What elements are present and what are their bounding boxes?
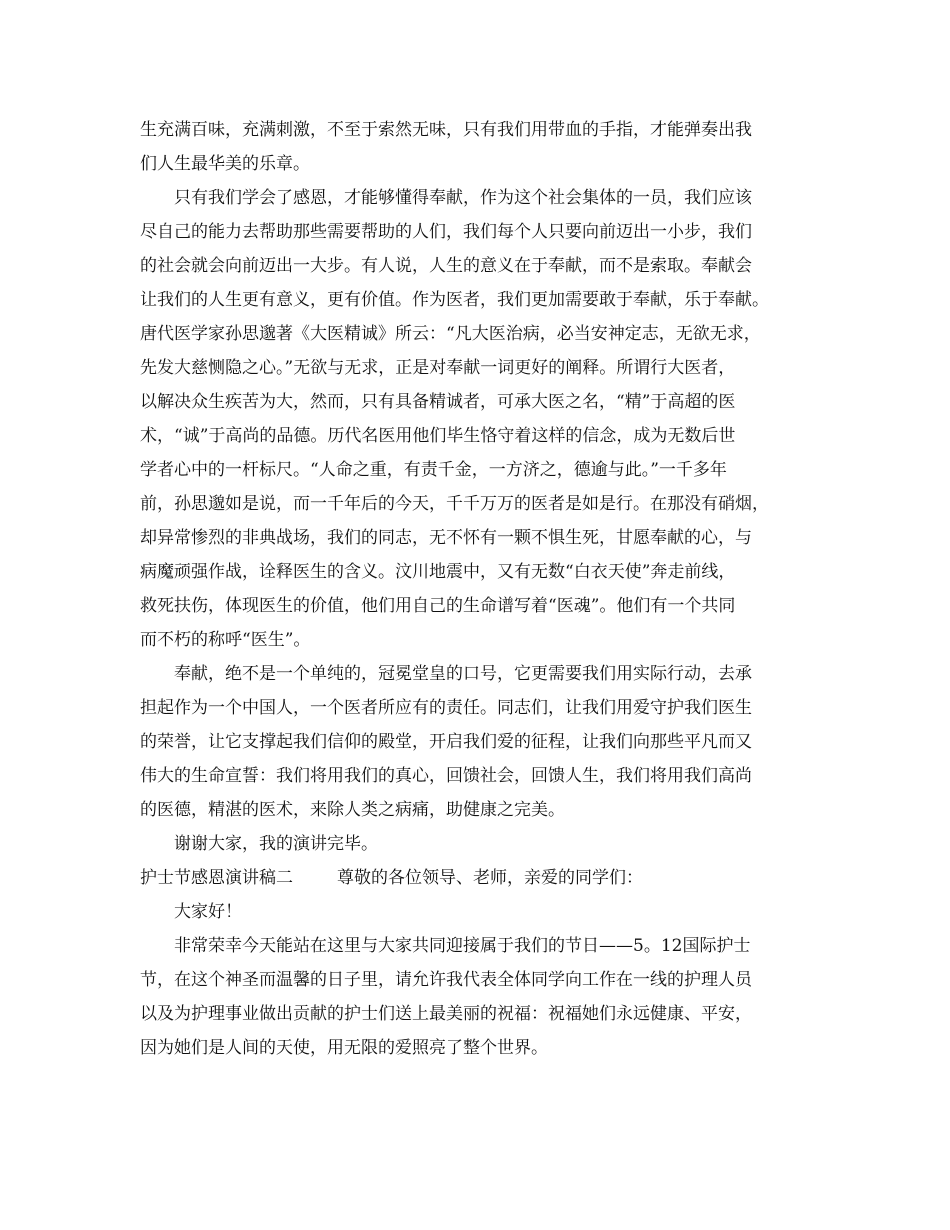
text-line [140,861,820,895]
text-line: 病魔顽强作战，诠释医生的含义。汶川地震中，又有无数“白衣天使”奔走前线， [140,562,736,582]
text-line: 生充满百味，充满刺激，不至于索然无味，只有我们用带血的手指，才能弹奏出我 [140,120,752,140]
text-line: 伟大的生命宣誓：我们将用我们的真心，回馈社会，回馈人生，我们将用我们高尚 [140,766,752,786]
text-line: 节，在这个神圣而温馨的日子里，请允许我代表全体同学向工作在一线的护理人员 [140,970,752,990]
text-line: 担起作为一个中国人，一个医者所应有的责任。同志们，让我们用爱守护我们医生 [140,698,752,718]
text-line: 谢谢大家，我的演讲完毕。 [174,834,378,854]
text-line: 的社会就会向前迈出一大步。有人说，人生的意义在于奉献，而不是索取。奉献会 [140,256,752,276]
text-line: 学者心中的一杆标尺。“人命之重，有责千金，一方济之，德逾与此。”一千多年 [140,460,727,480]
text-line: 奉献，绝不是一个单纯的，冠冕堂皇的口号，它更需要我们用实际行动，去承 [174,664,752,684]
text-line: 大家好！ [174,902,242,922]
text-line: 而不朽的称呼“医生”。 [140,630,311,650]
text-line: 让我们的人生更有意义，更有价值。作为医者，我们更加需要敢于奉献，乐于奉献。 [140,290,769,310]
text-line: 只有我们学会了感恩，才能够懂得奉献，作为这个社会集体的一员，我们应该 [174,188,752,208]
greeting-salutation: 尊敬的各位领导、老师，亲爱的同学们： [337,868,643,888]
section-title: 护士节感恩演讲稿二 [140,868,293,888]
text-line: 的荣誉，让它支撑起我们信仰的殿堂，开启我们爱的征程，让我们向那些平凡而又 [140,732,752,752]
text-line: 的医德，精湛的医术，来除人类之病痛，助健康之完美。 [140,800,565,820]
text-line: 先发大慈恻隐之心。”无欲与无求，正是对奉献一词更好的阐释。所谓行大医者， [140,358,736,378]
text-line: 术，“诚”于高尚的品德。历代名医用他们毕生恪守着这样的信念，成为无数后世 [140,426,736,446]
text-line: 以解决众生疾苦为大，然而，只有具备精诚者，可承大医之名，“精”于高超的医 [140,392,736,412]
text-line: 唐代医学家孙思邈著《大医精诚》所云：“凡大医治病，必当安神定志，无欲无求， [140,324,761,344]
text-line: 们人生最华美的乐章。 [140,154,310,174]
text-line: 却异常惨烈的非典战场，我们的同志，无不怀有一颗不惧生死，甘愿奉献的心，与 [140,528,752,548]
text-line: 救死扶伤，体现医生的价值，他们用自己的生命谱写着“医魂”。他们有一个共同 [140,596,736,616]
text-line: 尽自己的能力去帮助那些需要帮助的人们，我们每个人只要向前迈出一小步，我们 [140,222,752,242]
text-line: 以及为护理事业做出贡献的护士们送上最美丽的祝福：祝福她们永远健康、平安， [140,1004,752,1024]
text-line: 前，孙思邈如是说，而一千年后的今天，千千万万的医者是如是行。在那没有硝烟， [140,494,769,514]
text-line: 因为她们是人间的天使，用无限的爱照亮了整个世界。 [140,1038,548,1058]
text-line: 非常荣幸今天能站在这里与大家共同迎接属于我们的节日——5。12国际护士 [174,936,751,956]
document-body [140,113,820,1065]
